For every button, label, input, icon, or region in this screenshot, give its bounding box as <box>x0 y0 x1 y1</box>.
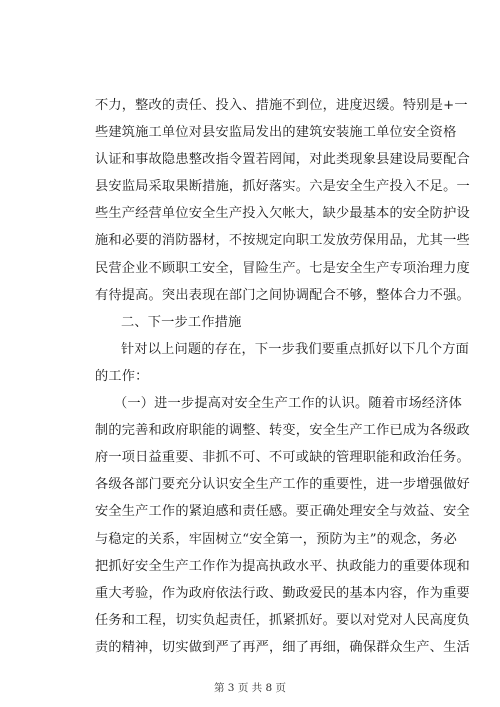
text-line: 府一项日益重要、非抓不可、不可或缺的管理职能和政治任务。 <box>95 450 470 466</box>
text-line: 认证和事故隐患整改指令置若罔闻，对此类现象县建设局要配合 <box>95 152 470 168</box>
text-line: 制的完善和政府职能的调整、转变，安全生产工作已成为各级政 <box>95 423 470 439</box>
subsection-heading: （一）进一步提高对安全生产工作的认识。随着市场经济体 <box>114 396 463 412</box>
page-number: 第 3 页 共 8 页 <box>213 682 287 694</box>
text-line: 责的精神，切实做到严了再严，细了再细，确保群众生产、生活 <box>95 639 470 655</box>
text-line: 各级各部门要充分认识安全生产工作的重要性，进一步增强做好 <box>95 477 470 493</box>
text-line: 重大考验，作为政府依法行政、勤政爱民的基本内容，作为重要 <box>95 585 470 601</box>
text-line: 任务和工程，切实负起责任，抓紧抓好。要以对党对人民高度负 <box>95 612 470 628</box>
text-line: 些生产经营单位安全生产投入欠帐大，缺少最基本的安全防护设 <box>95 206 470 222</box>
text-line: 民营企业不顾职工安全，冒险生产。七是安全生产专项治理力度 <box>95 260 470 276</box>
text-line: 有待提高。突出表现在部门之间协调配合不够，整体合力不强。 <box>95 287 470 303</box>
section-heading: 二、下一步工作措施 <box>121 314 242 330</box>
text-line: 施和必要的消防器材，不按规定向职工发放劳保用品，尤其一些 <box>95 233 470 249</box>
text-line: 针对以上问题的存在，下一步我们要重点抓好以下几个方面 <box>121 341 470 357</box>
text-line: 的工作： <box>95 368 149 384</box>
text-line: 不力，整改的责任、投入、措施不到位，进度迟缓。特别是+一 <box>95 98 468 113</box>
text-line: 与稳定的关系，牢固树立“安全第一，预防为主”的观念，务必 <box>95 531 457 547</box>
text-line: 把抓好安全生产工作作为提高执政水平、执政能力的重要体现和 <box>95 558 470 574</box>
text-line: 安全生产工作的紧迫感和责任感。要正确处理安全与效益、安全 <box>95 504 470 520</box>
text-line: 县安监局采取果断措施，抓好落实。六是安全生产投入不足。一 <box>95 179 470 195</box>
text-line: 些建筑施工单位对县安监局发出的建筑安装施工单位安全资格 <box>95 125 457 141</box>
body-text <box>95 92 470 661</box>
